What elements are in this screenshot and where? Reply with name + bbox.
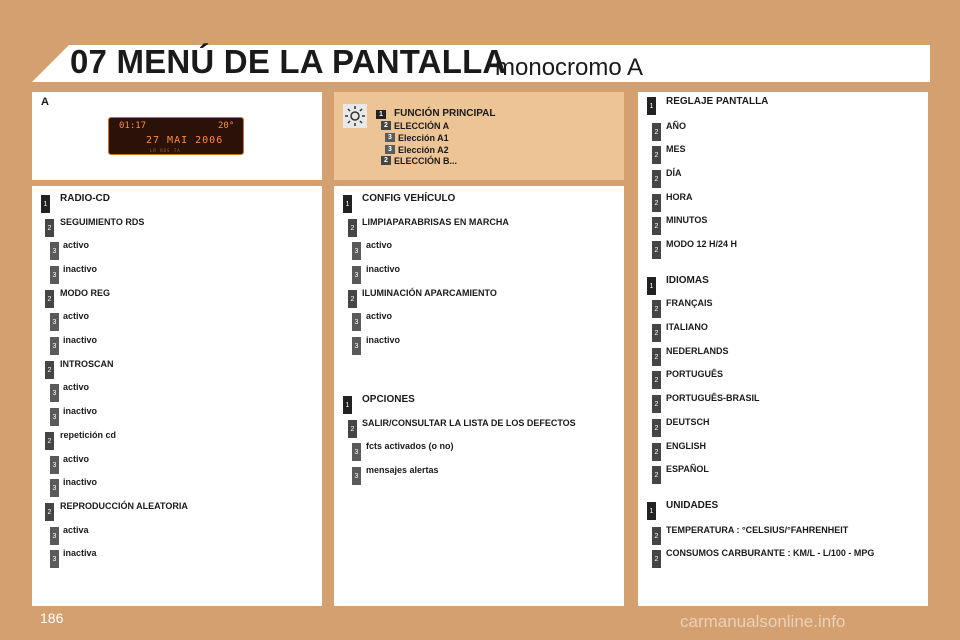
menu-item: SEGUIMIENTO RDS <box>60 217 145 227</box>
level-badge: 2 <box>652 466 661 484</box>
menu-item: MODO REG <box>60 288 111 298</box>
menu-item: PORTUGUÊS <box>666 369 724 379</box>
menu-item: ENGLISH <box>666 441 707 451</box>
menu-item: REPRODUCCIÓN ALEATORIA <box>60 501 188 511</box>
menu-item: MES <box>666 144 686 154</box>
level-badge: 1 <box>343 195 352 213</box>
level-badge: 3 <box>50 408 59 426</box>
level-badge: 3 <box>50 527 59 545</box>
level-badge: 3 <box>50 313 59 331</box>
level-badge: 2 <box>652 170 661 188</box>
level-badge: 2 <box>348 219 357 237</box>
menu-item: inactivo <box>63 264 98 274</box>
sun-display-icon <box>343 104 367 128</box>
level-badge: 3 <box>352 313 361 331</box>
level-badge: 2 <box>652 324 661 342</box>
menu-item: activo <box>63 382 90 392</box>
menu-item: inactiva <box>63 548 97 558</box>
level-badge: 2 <box>652 146 661 164</box>
level-badge: 2 <box>652 371 661 389</box>
level-badge: 2 <box>652 194 661 212</box>
menu-item: inactivo <box>63 406 98 416</box>
menu-item: CONFIG VEHÍCULO <box>362 193 456 204</box>
menu-item: activo <box>63 240 90 250</box>
menu-item: repetición cd <box>60 430 117 440</box>
level-badge: 2 <box>45 503 54 521</box>
level-badge: 2 <box>381 121 391 130</box>
level-badge: 1 <box>647 502 656 520</box>
menu-item: FUNCIÓN PRINCIPAL <box>394 108 496 119</box>
level-badge: 3 <box>50 479 59 497</box>
menu-item: INTROSCAN <box>60 359 114 369</box>
menu-item: MODO 12 H/24 H <box>666 239 738 249</box>
watermark: carmanualsonline.info <box>680 612 846 631</box>
level-badge: 2 <box>45 219 54 237</box>
panel-principal <box>334 92 624 180</box>
menu-item: Elección A1 <box>398 133 449 143</box>
level-badge: 3 <box>385 133 395 142</box>
level-badge: 2 <box>45 290 54 308</box>
display-label: A <box>41 96 49 108</box>
level-badge: 3 <box>50 337 59 355</box>
level-badge: 2 <box>652 123 661 141</box>
menu-item: FRANÇAIS <box>666 298 713 308</box>
level-badge: 1 <box>376 110 386 119</box>
menu-item: DÍA <box>666 168 682 178</box>
menu-item: SALIR/CONSULTAR LA LISTA DE LOS DEFECTOS <box>362 418 576 428</box>
menu-item: UNIDADES <box>666 500 719 511</box>
lcd-date: 27 MAI 2006 <box>146 135 224 146</box>
page-title: 07 MENÚ DE LA PANTALLA <box>70 43 507 80</box>
level-badge: 3 <box>352 242 361 260</box>
level-badge: 2 <box>652 550 661 568</box>
menu-item: activo <box>366 311 393 321</box>
level-badge: 3 <box>352 266 361 284</box>
level-badge: 1 <box>647 277 656 295</box>
menu-item: HORA <box>666 192 693 202</box>
menu-item: ILUMINACIÓN APARCAMIENTO <box>362 288 497 298</box>
level-badge: 3 <box>352 337 361 355</box>
menu-item: CONSUMOS CARBURANTE : KM/L - L/100 - MPG <box>666 548 875 558</box>
menu-item: TEMPERATURA : °CELSIUS/°FAHRENHEIT <box>666 525 849 535</box>
menu-item: OPCIONES <box>362 394 415 405</box>
level-badge: 1 <box>41 195 50 213</box>
level-badge: 3 <box>385 145 395 154</box>
menu-item: REGLAJE PANTALLA <box>666 96 769 107</box>
menu-item: Elección A2 <box>398 145 449 155</box>
lcd-indicators: LR RDS TA <box>150 148 181 153</box>
level-badge: 3 <box>352 467 361 485</box>
menu-item: inactivo <box>63 477 98 487</box>
level-badge: 2 <box>45 361 54 379</box>
page-number: 186 <box>40 610 64 626</box>
level-badge: 2 <box>348 290 357 308</box>
menu-item: fcts activados (o no) <box>366 441 454 451</box>
menu-item: PORTUGUÊS-BRASIL <box>666 393 760 403</box>
menu-item: activo <box>63 311 90 321</box>
menu-item: NEDERLANDS <box>666 346 729 356</box>
level-badge: 2 <box>381 156 391 165</box>
level-badge: 3 <box>50 242 59 260</box>
level-badge: 3 <box>50 384 59 402</box>
lcd-time: 01:17 <box>119 121 147 131</box>
menu-item: DEUTSCH <box>666 417 710 427</box>
level-badge: 2 <box>652 395 661 413</box>
menu-item: LIMPIAPARABRISAS EN MARCHA <box>362 217 509 227</box>
menu-item: mensajes alertas <box>366 465 439 475</box>
menu-item: activa <box>63 525 89 535</box>
menu-item: inactivo <box>366 264 401 274</box>
lcd-temperature: 20° <box>218 121 235 131</box>
level-badge: 2 <box>652 300 661 318</box>
level-badge: 2 <box>652 527 661 545</box>
page-subtitle: monocromo A <box>495 54 644 81</box>
level-badge: 3 <box>50 550 59 568</box>
level-badge: 2 <box>652 241 661 259</box>
level-badge: 1 <box>647 97 656 115</box>
level-badge: 1 <box>343 396 352 414</box>
menu-item: RADIO-CD <box>60 193 110 204</box>
level-badge: 2 <box>652 348 661 366</box>
menu-item: inactivo <box>366 335 401 345</box>
menu-item: activo <box>366 240 393 250</box>
menu-item: ESPAÑOL <box>666 464 709 474</box>
menu-item: inactivo <box>63 335 98 345</box>
level-badge: 2 <box>652 419 661 437</box>
menu-item: ELECCIÓN A <box>394 121 450 131</box>
level-badge: 2 <box>652 443 661 461</box>
level-badge: 2 <box>652 217 661 235</box>
menu-item: ITALIANO <box>666 322 708 332</box>
menu-item: activo <box>63 454 90 464</box>
level-badge: 3 <box>50 456 59 474</box>
level-badge: 3 <box>352 443 361 461</box>
menu-item: IDIOMAS <box>666 275 709 286</box>
menu-item: AÑO <box>666 121 686 131</box>
level-badge: 2 <box>45 432 54 450</box>
menu-item: ELECCIÓN B... <box>394 156 458 166</box>
level-badge: 2 <box>348 420 357 438</box>
menu-item: MINUTOS <box>666 215 708 225</box>
level-badge: 3 <box>50 266 59 284</box>
